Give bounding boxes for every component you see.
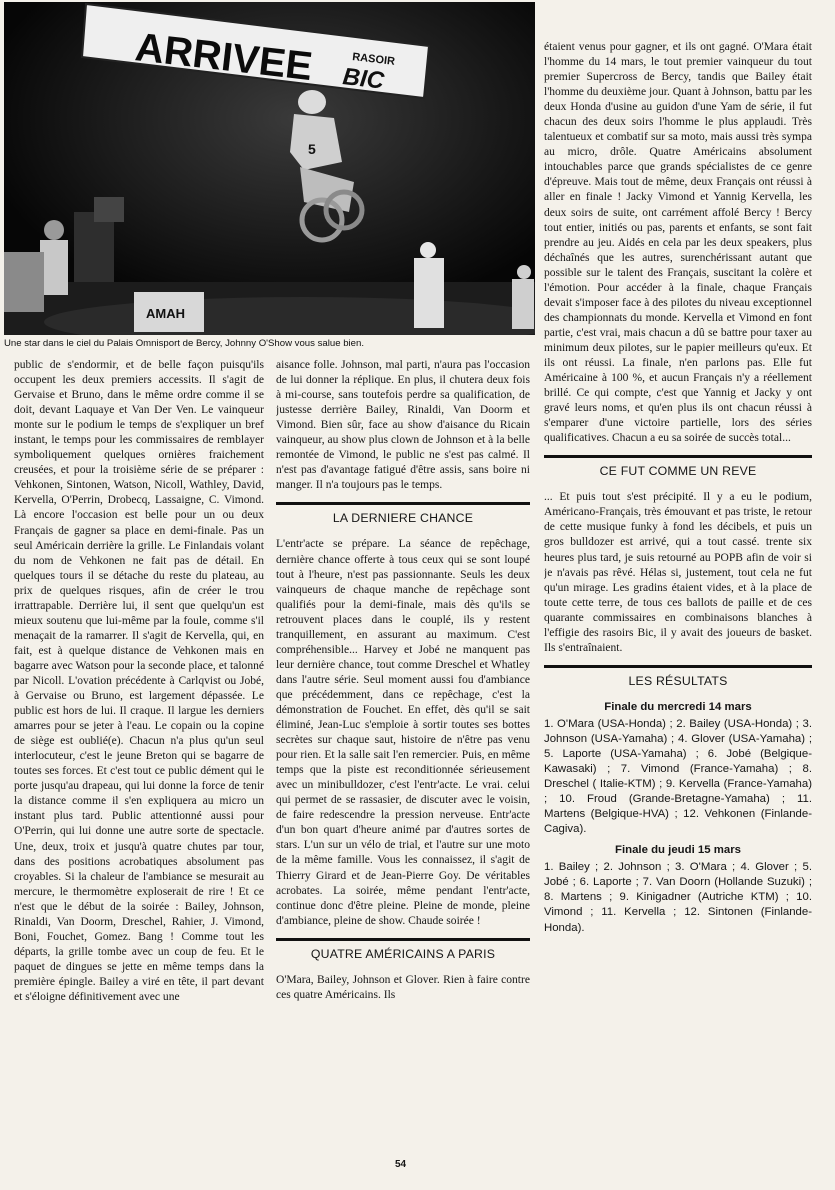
- final-2-results: 1. Bailey ; 2. Johnson ; 3. O'Mara ; 4. Glover ; 5. Jobé ; 6. Laporte ; 7. Van Doorn (Hollande Suzuki) ; 8. Martens ; 9. Kinigadner (Autriche KTM) ; 10. Vimond ; 11. Kervella ; 12. Sintonen (Finlande-Honda).: [544, 861, 812, 934]
- page-number: 54: [395, 1159, 407, 1170]
- heading-quatre-americains: QUATRE AMÉRICAINS A PARIS: [276, 938, 530, 965]
- heading-resultats: LES RÉSULTATS: [544, 665, 812, 692]
- banner-sponsor-brand: BIC: [341, 63, 386, 95]
- heading-comme-un-reve: CE FUT COMME UN REVE: [544, 455, 812, 482]
- comme-un-reve-text: ... Et puis tout s'est précipité. Il y a eu le podium, Américano-Français, très émouvant et pas triste, le retour de cette musique funky à fond les décibels, et puis un gros bulldozer est arrivé, qui a tout cassé. trente six heures plus tard, je suis retourné au POPB afin de voir si je n'avais pas rêvé. Hélas si, justement, tout cela ne fut qu'un mirage. Les gradins étaient vides, et à la place de toute cette terre, de tous ces ballots de paille et de ces quarante commissaires en combinaisons blanches à l'effigie des rasoirs Bic, il y avait des joueurs de basket. Ils s'entraînaient.: [544, 491, 812, 654]
- column-1-text: public de s'endormir, et de belle façon puisqu'ils occupent les deux premiers accessits. Il s'agit de Gervaise et Bruno, dans le même ordre comme il se doit, devant Laquaye et Van Der Ven. Le vainqueur monte sur le podium le temps de s'expliquer un bref instant, le temps pour les commissaires de remblayer symboliquement quelques ornières fraichement creusées, et pour la troisième série de se préparer : Vehkonen, Sintonen, Watson, Nicoll, Wathley, David, Kervella, O'Perrin, Drobecq, Lassaigne, C. Vimond. Là encore l'occasion est belle pour un ou deux Français de gagner sa place en demi-finale. Pas un seul Américain derrière la grille. Le Finlandais volant du nom de Vehkonen ne fait pas de détail. En quelques tours il se détache du reste du plateau, au prix de quelques risques, afin de créer le trou irrattrapable. Derrière lui, il sent que quelqu'un est mieux soutenu que lui-même par la foule, comme s'il menaçait de la ramarrer. Il s'agit de Kervella, qui, en fait, est à quelque distance de Vehkonen mais en bagarre avec Watson pour la seconde place, et talonné par Nicoll. L'ovation précédente à Carlqvist ou Jobé, à Gervaise ou Bruno, est largement dépassée. Le public est hors de lui. Il craque. Il largue les derniers amarres pour se jeter à l'eau. Le copain ou la copine de siège est oublié(e). Chacun n'a plus qu'un seul interlocuteur, c'est le jeune Breton qui se bagarre de toutes ses forces. Et c'est tout ce public dément qui le porte jusqu'au drapeau, qui lui donne la force de tenir la distance comme il s'en expliquera au micro un instant plus tard. Public attentionné aussi pour O'Perrin, qui lui donne une autre sorte de spectacle. Une, deux, troix et jusqu'à quatre chutes par tour, dans des positions acrobatiques absolument pas croyables. Si la chaleur de l'ambiance se mesurait au mercure, le thermomètre exploserait de rire ! Et ce n'est que le début de la soirée : Bailey, Johnson, Rinaldi, Van Doorm, Dreschel, Rahier, J. Vimond, Boni, Fouchet, Gomez. Bang ! Comme tout les départs, la grille tombe avec un coup de feu. Et le paquet de dingues se jette en même temps dans la première épingle. Bailey a viré en tête, il part devant et s'éloigne définitivement avec une: [14, 359, 264, 1003]
- supercross-photo-illustration: [4, 2, 535, 335]
- final-2-title: Finale du jeudi 15 mars: [615, 844, 741, 857]
- derniere-chance-text: L'entr'acte se prépare. La séance de repêchage, dernière chance offerte à tous ceux qui se sont loupé tout à l'heure, n'est pas passionnante. Seuls les deux vainqueurs de chaque manche de repêchage sont qualifiés pour la demi-finale, mais dès qu'ils se retrouvent places dans le couplé, ils y restent tranquillement, en assurant au maximum. C'est compréhensible... Harvey et Jobé ne manquent pas leur dernière chance, tout comme Dreschel et Whatley dans l'autre série. Seul moment aussi fou d'ambiance que précédemment, dans ce repêchage, c'est la démonstration de Fouchet. En effet, dès qu'il se sait éliminé, Jean-Luc s'emploie à sortir toutes ses bottes secrètes sur chaque saut, histoire de n'être pas venu pour rien. Et la salle sait l'en remercier. Puis, en même temps que la piste est reconditionnée sérieusement avec un minibulldozer, c'est l'entr'acte. Le vrai. celui qui permet de se rassasier, de discuter avec le voisin, de faire redescendre la pression nerveuse. Entr'acte d'un bon quart d'heure animé par d'autres sortes de stars. L'un sur un vélo de trial, et l'autre sur une moto de la même famille. Vous les connaissez, il s'agit de Thierry Girard et de Jean-Pierre Goy. De véritables acrobates. La soirée, même pendant l'entr'acte, continue donc d'être pleine. Pleine de monde, pleine d'ambiance, pleine de show. Chaude soirée !: [276, 538, 530, 927]
- article-column-1: [14, 358, 264, 1143]
- article-column-2: [276, 358, 530, 1153]
- sponsor-board-text: AMAH: [146, 306, 185, 321]
- article-column-3: [544, 40, 812, 1160]
- column-2-intro: aisance folle. Johnson, mal parti, n'aura pas l'occasion de lui donner la réplique. En plus, il chutera deux fois à mi-course, sans toutefois perdre sa qualification, de justesse derrière Bailey, Rinaldi, Van Doorm et Vimond. Bien sûr, face au show d'aisance du Ricain vainqueur, au show plus clown de Johnson et à la belle remontée de Vimond, le public ne s'est pas calmé. Il n'est pas d'avantage fatigué d'être assis, sans boire ni manger. Il n'a toujours pas le temps.: [276, 359, 530, 492]
- photo-caption: Une star dans le ciel du Palais Omnisport de Bercy, Johnny O'Show vous salue bien.: [4, 338, 365, 349]
- column-3-intro: étaient venus pour gagner, et ils ont gagné. O'Mara était l'homme du 14 mars, le tout premier vainqueur du tout premier Supercross de Bercy, tandis que Bailey était l'homme du deuxième jour. Quant à Johnson, battu par les deux Honda d'usine au guidon d'une Yam de série, il fut chacun des deux soirs l'homme le plus applaudi. Très talentueux et combatif sur sa moto, mais aussi très sympa au micro, drôle. Quatre Américains absolument intouchables parce que grands spécialistes de ce genre d'épreuve. Mais tout de même, deux Français ont réussi à aller en finale ! Jacky Vimond et Yannig Kervella, les deux soirs de suite, ont carrément affolé Bercy ! Bercy tout entier, initiés ou pas, parents et enfants, se sont fait prendre au jeu. Aidés en cela par les deux speakers, plus déchaînés que les autres, surenchérissant autant que possible sur le talent des Français, suscitant la colère et l'émotion. Pour accéder à la finale, chaque Français devait s'imposer face à des pilotes du niveau exceptionnel des championnats du monde. Kervella et Vimond en font partie, c'est vrai, mais chacun a dû se battre pour taxer au minimum deux pilotes, sur le papier meilleurs qu'eux. Et ils ont réussi. La finale, n'en parlons pas. Elle fut Américaine à 100 %, et aucun Français n'y a réellement brillé. Ce qui compte, c'est que Yannig et Jacky y ont gravé leurs noms, et qu'en plus ils ont chacun réussi à s'emparer d'une victoire partielle, lors des séries qualificatives. Chacun a eu sa soirée de succès total...: [544, 41, 812, 445]
- final-1-title: Finale du mercredi 14 mars: [604, 700, 752, 713]
- banner-sponsor-top: RASOIR: [351, 51, 396, 68]
- final-1-results: 1. O'Mara (USA-Honda) ; 2. Bailey (USA-Honda) ; 3. Johnson (USA-Yamaha) ; 4. Glover (USA-Yamaha) ; 5. Laporte (USA-Yamaha) ; 6. Jobé (Belgique-Kawasaki) ; 7. Vimond (France-Yamaha) ; 8. Dreschel ( Italie-KTM) ; 9. Kervella (France-Yamaha) ; 10. Froud (Grande-Bretagne-Yamaha) ; 11. Martens (Belgique-HVA) ; 12. Vehkonen (Finlande-Cagiva).: [544, 717, 812, 836]
- banner-text: ARRIVEE: [132, 25, 315, 90]
- rider-number: 5: [308, 141, 316, 157]
- quatre-americains-text: O'Mara, Bailey, Johnson et Glover. Rien à faire contre ces quatre Américains. Ils: [276, 973, 530, 1001]
- hero-photo: [4, 2, 535, 335]
- heading-derniere-chance: LA DERNIERE CHANCE: [276, 502, 530, 529]
- flag: [4, 252, 44, 312]
